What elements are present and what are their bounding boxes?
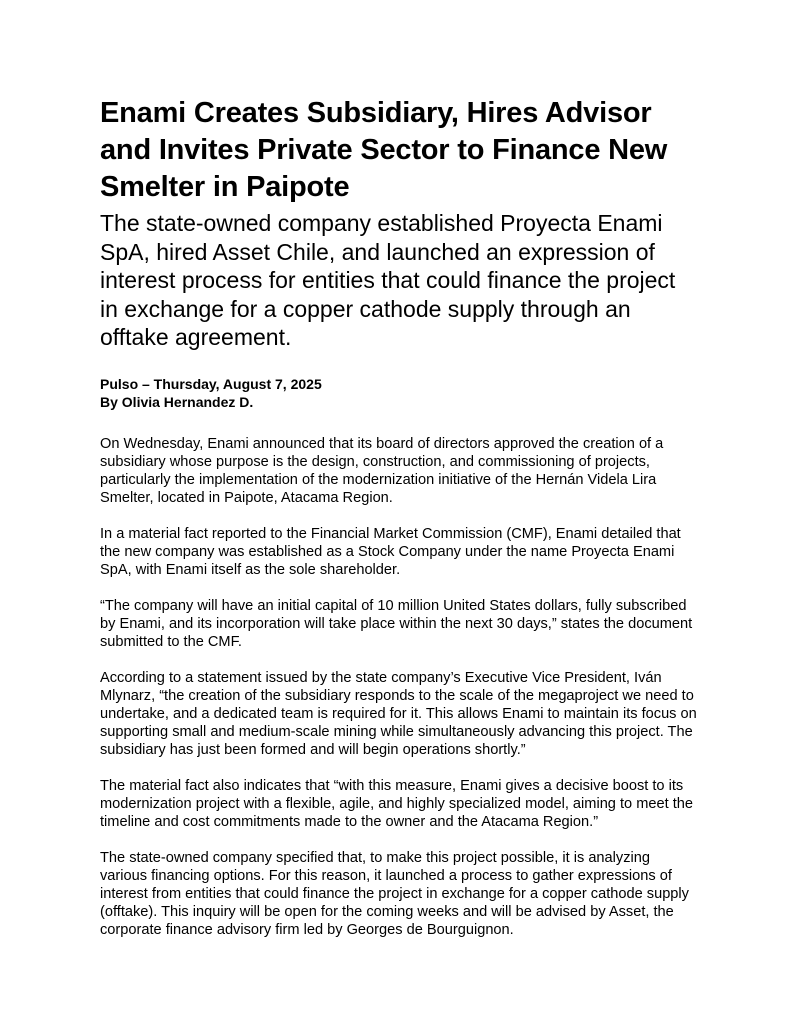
paragraph-4: According to a statement issued by the state company’s Executive Vice President, Iván Mlynarz, “the creation of the subsidiary responds to the scale of the megaproject we need to undertake, and a dedicated team is required for it. This allows Enami to maintain its focus on supporting small and medium-scale mining while simultaneously advancing this project. The subsidiary has just been formed and will begin operations shortly.” bbox=[100, 669, 697, 758]
source-date: Pulso – Thursday, August 7, 2025 bbox=[100, 375, 322, 392]
paragraph-3: “The company will have an initial capital of 10 million United States dollars, fully subscribed by Enami, and its incorporation will take place within the next 30 days,” states the document submitted to the CMF. bbox=[100, 597, 693, 650]
paragraph-1: On Wednesday, Enami announced that its board of directors approved the creation of a subsidiary whose purpose is the design, construction, and commissioning of projects, particularly the implementation of the modernization initiative of the Hernán Videla Lira Smelter, located in Paipote, Atacama Region. bbox=[100, 435, 664, 506]
article-subheadline: The state-owned company established Proyecta Enami SpA, hired Asset Chile, and launched an expression of interest process for entities that could finance the project in exchange for a copper cathode supply through an offtake agreement. bbox=[100, 210, 676, 350]
article-headline: Enami Creates Subsidiary, Hires Advisor and Invites Private Sector to Finance New Smelter in Paipote bbox=[100, 97, 668, 203]
paragraph-2: In a material fact reported to the Financial Market Commission (CMF), Enami detailed that the new company was established as a Stock Company under the name Proyecta Enami SpA, with Enami itself as the sole shareholder. bbox=[100, 525, 681, 578]
paragraph-5: The material fact also indicates that “with this measure, Enami gives a decisive boost to its modernization project with a flexible, agile, and highly specialized model, aiming to meet the timeline and cost commitments made to the owner and the Atacama Region.” bbox=[100, 777, 693, 830]
byline bbox=[100, 375, 710, 411]
article bbox=[100, 95, 710, 939]
author: By Olivia Hernandez D. bbox=[100, 393, 254, 410]
paragraph-6: The state-owned company specified that, to make this project possible, it is analyzing various financing options. For this reason, it launched a process to gather expressions of interest from entities that could finance the project in exchange for a copper cathode supply (offtake). This inquiry will be open for the coming weeks and will be advised by Asset, the corporate finance advisory firm led by Georges de Bourguignon. bbox=[100, 849, 689, 938]
